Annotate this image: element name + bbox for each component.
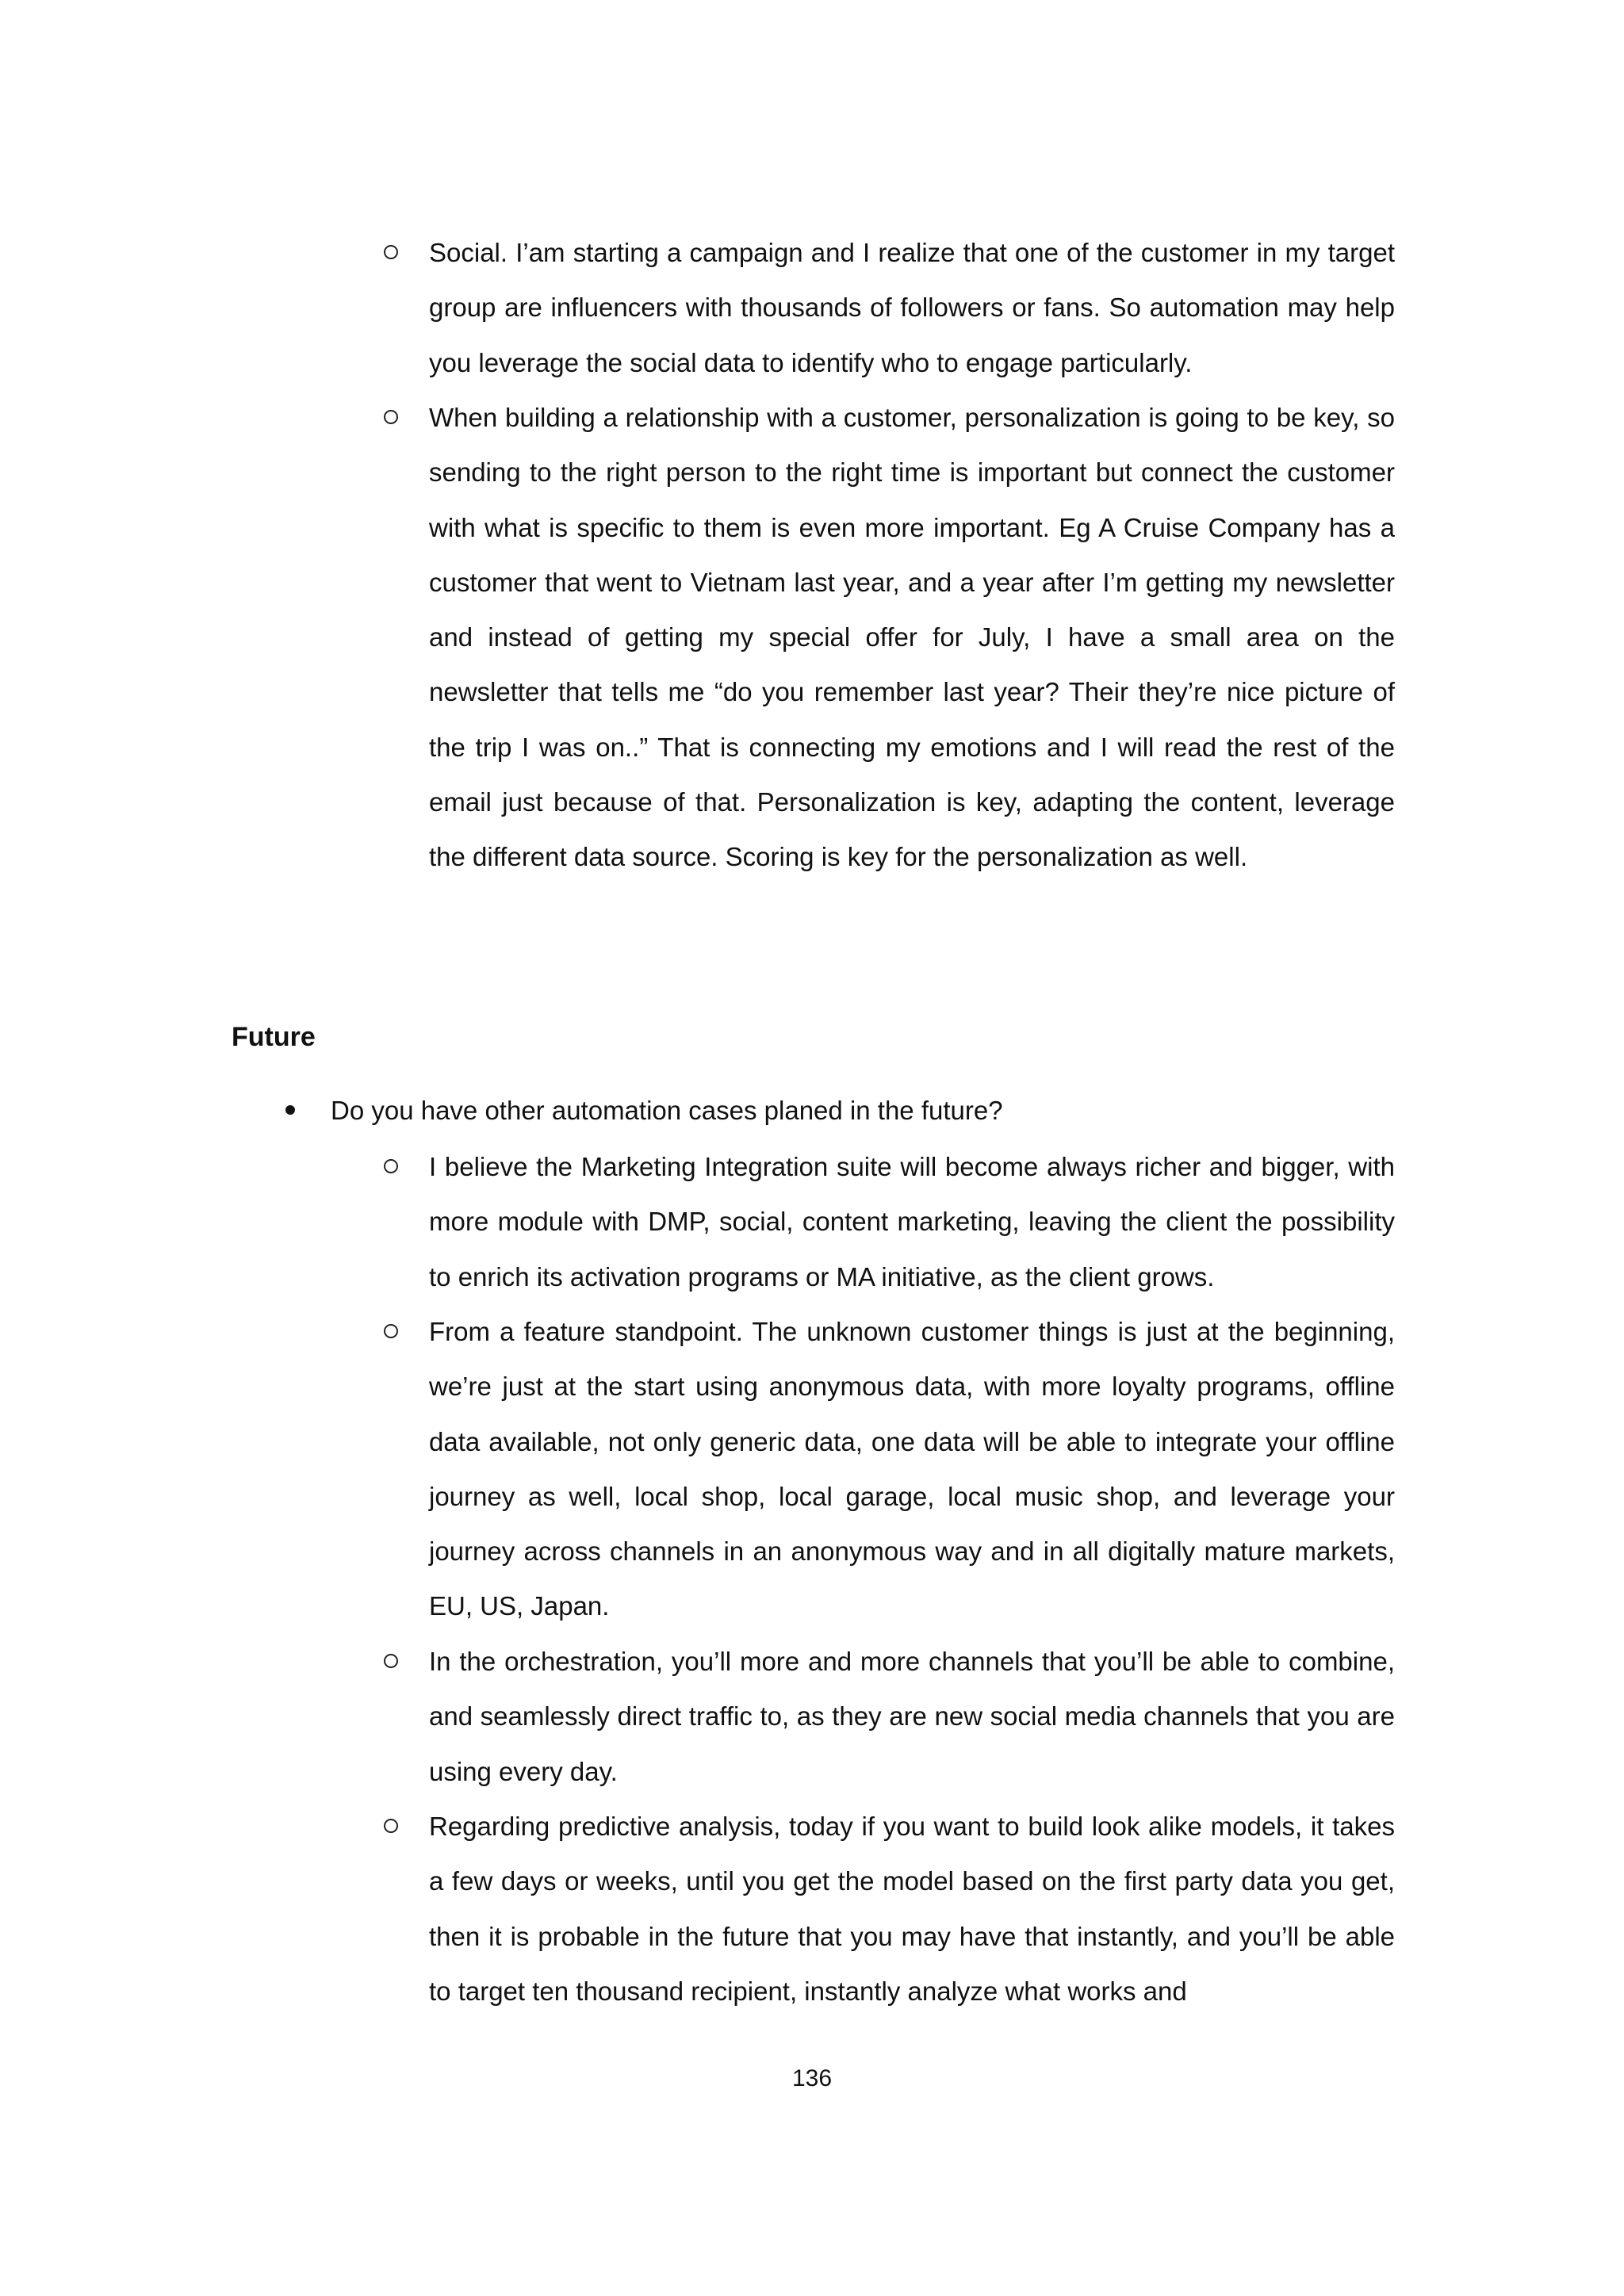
question-text: Do you have other automation cases planed in the future? — [331, 1096, 1003, 1125]
list-item-orchestration: In the orchestration, you’ll more and more channels that you’ll be able to combine, and seamlessly direct traffic to, as they are new social media channels that you are using every day. — [429, 1647, 1395, 1786]
list-item-social: Social. I’am starting a campaign and I realize that one of the customer in my target group are influencers with thousands of followers or fans. So automation may help you leverage the social data to identify who to engage particularly. — [429, 238, 1395, 377]
circle-bullet-icon — [379, 1634, 403, 1689]
page-number: 136 — [791, 2065, 833, 2091]
list-item-marketing-integration: I believe the Marketing Integration suite will become always richer and bigger, with more module with DMP, social, content marketing, leaving the client the possibility to enrich its activation programs or MA initiative, as the client grows. — [429, 1152, 1395, 1292]
circle-bullet-icon — [379, 1304, 403, 1359]
circle-bullet-icon — [379, 225, 403, 280]
circle-bullet-icon — [379, 1139, 403, 1194]
circle-bullet-icon — [379, 1799, 403, 1854]
list-item-personalization: When building a relationship with a customer, personalization is going to be key, so sending to the right person to the right time is important but connect the customer with what is specific to them is even more important. Eg A Cruise Company has a customer that went to Vietnam last year, and a year after I’m getting my newsletter and instead of getting my special offer for July, I have a small area on the newsletter that tells me “do you remember last year? Their they’re nice picture of the trip I was on..” That is connecting my emotions and I will read the rest of the email just because of that. Personalization is key, adapting the content, leverage the different data source. Scoring is key for the personalization as well. — [429, 403, 1395, 872]
list-item-feature-standpoint: From a feature standpoint. The unknown customer things is just at the beginning, we’re just at the start using anonymous data, with more loyalty programs, offline data available, not only generic data, one data will be able to integrate your offline journey as well, local shop, local garage, local music shop, and leverage your journey across channels in an anonymous way and in all digitally mature markets, EU, US, Japan. — [429, 1317, 1395, 1621]
circle-bullet-icon — [379, 390, 403, 445]
list-item-predictive-analysis: Regarding predictive analysis, today if you want to build look alike models, it takes a few days or weeks, until you get the model based on the first party data you get, then it is probable in the future that you may have that instantly, and you’ll be able to target ten thousand recipient, instantly analyze what works and — [429, 1812, 1395, 2006]
disc-bullet-icon — [282, 1094, 298, 1126]
section-heading-future: Future — [232, 1022, 316, 1052]
